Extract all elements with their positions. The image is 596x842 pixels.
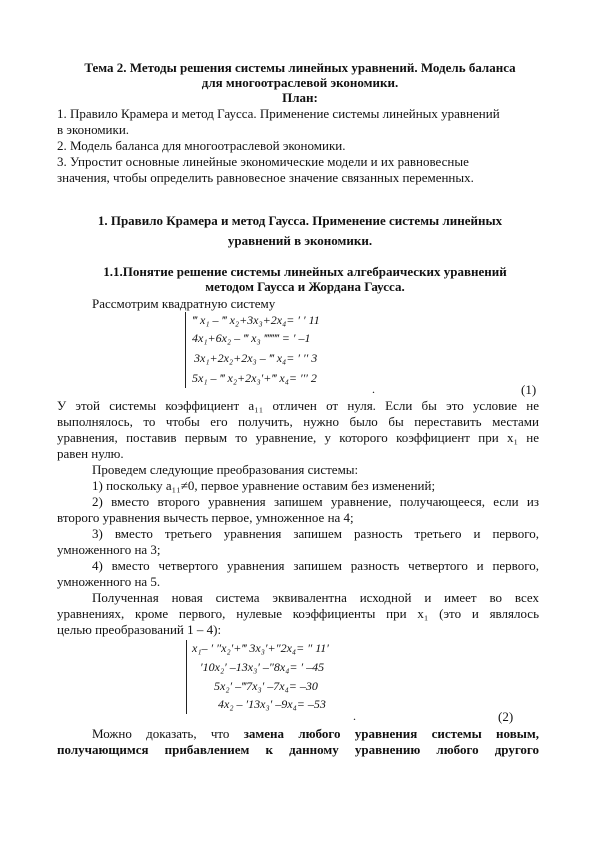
subsection-heading: 1.1.Понятие решение системы линейных алгебраических уравнений	[103, 264, 507, 279]
plan-item-3: 3. Упростит основные линейные экономические модели и их равновесные	[57, 154, 469, 169]
para-4-bold: замена любого уравнения системы новым,	[243, 726, 539, 741]
system-2-eq-2: ′10x₂′ –13x₃′ –″8x₄= ′ –45	[200, 660, 325, 674]
plan-item-1-cont: в экономики.	[57, 122, 130, 137]
plan-heading: План:	[282, 90, 318, 105]
plan-item-2: 2. Модель баланса для многоотраслевой экономики.	[57, 138, 346, 153]
para-1-line-4: равен нулю.	[57, 446, 124, 461]
system-1-eq-4: 5x₁ – ‴ x₂+2x₃′+‴ x₄= ′′′ 2	[192, 371, 317, 385]
para-4-line-2: получающимся прибавлением к данному уравнению любого другого	[57, 742, 539, 757]
system-2-eq-1: x₁– ′ ″x₂′+‴ 3x₃′+″2x₄= ″ 11′	[192, 641, 329, 655]
system-1-eq-2: 4x₁+6x₂ – ‴ x₃ ‴‴‴ = ′ –1	[192, 331, 311, 345]
para-3-line-3: целью преобразований 1 – 4):	[57, 622, 222, 637]
para-4-line-1	[92, 726, 539, 741]
step-2-cont: второго уравнения вычесть первое, умноженное на 4;	[57, 510, 354, 525]
para-3-line-2: уравнениях, кроме первого, нулевые коэффициенты при x₁ (это и являлось	[57, 606, 539, 621]
step-3-cont: умноженного на 3;	[57, 542, 161, 557]
para-2: Проведем следующие преобразования системы:	[92, 462, 359, 477]
section-heading: 1. Правило Крамера и метод Гаусса. Применение системы линейных	[97, 213, 503, 228]
system-2-brace	[186, 640, 187, 714]
step-1: 1) поскольку a₁₁≠0, первое уравнение оставим без изменений;	[92, 478, 436, 493]
para-4-plain: Можно доказать, что	[92, 726, 244, 741]
para-1-line-3: уравнения, поставив первым то уравнение, у которого коэффициент при x₁ не	[57, 430, 539, 445]
page-title-line2: для многоотраслевой экономики.	[201, 75, 399, 90]
para-4-text	[92, 726, 539, 741]
system-1-eq-1: ‴ x₁ – ‴ x₂+3x₃+2x₄= ′ ′ 11	[192, 313, 320, 327]
step-4-cont: умноженного на 5.	[57, 574, 161, 589]
para-1-line-1: У этой системы коэффициент a₁₁ отличен от нуля. Если бы это условие не	[57, 398, 539, 413]
step-4: 4) вместо четвертого уравнения запишем разность четвертого и первого,	[92, 558, 539, 573]
system-1-dot: .	[372, 382, 375, 396]
equation-number-1: (1)	[521, 382, 537, 397]
para-1-line-2: выполнялось, то чтобы его получить, нужно было бы переставить местами	[57, 414, 539, 429]
system-2-eq-3: 5x₂′ –‴7x₃′ –7x₄= –30	[214, 679, 318, 693]
step-3: 3) вместо третьего уравнения запишем разность третьего и первого,	[92, 526, 539, 541]
system-2-dot: .	[353, 709, 356, 723]
equation-number-2: (2)	[498, 709, 514, 724]
system-2-eq-4: 4x₂ – ′13x₃′ –9x₄= –53	[218, 697, 326, 711]
subsection-heading-line2: методом Гаусса и Жордана Гаусса.	[205, 279, 405, 294]
system-1-eq-3: 3x₁+2x₂+2x₃ – ‴ x₄= ′ ′′ 3	[194, 351, 318, 365]
section-heading-line2: уравнений в экономики.	[227, 233, 373, 248]
system-1-brace	[185, 312, 186, 388]
plan-item-3-cont: значения, чтобы определить равновесное значение связанных переменных.	[57, 170, 474, 185]
para-3-line-1: Полученная новая система эквивалентна исходной и имеет во всех	[92, 590, 539, 605]
plan-item-1: 1. Правило Крамера и метод Гаусса. Применение системы линейных уравнений	[57, 106, 500, 121]
page-title: Тема 2. Методы решения системы линейных уравнений. Модель баланса	[84, 60, 516, 75]
intro-text: Рассмотрим квадратную систему	[92, 296, 276, 311]
step-2: 2) вместо второго уравнения запишем уравнение, получающееся, если из	[92, 494, 539, 509]
